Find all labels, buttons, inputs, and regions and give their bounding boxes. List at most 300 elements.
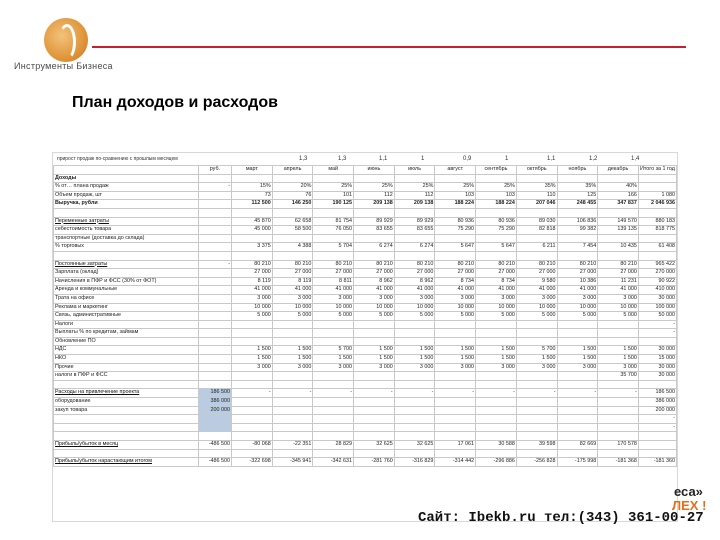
table-cell: 101 [313,191,354,200]
table-row [54,458,677,467]
table-cell: 3 000 [232,294,273,303]
row-label [54,251,199,260]
table-row [54,200,677,209]
table-cell: 6 274 [394,243,435,252]
table-cell [516,423,557,432]
table-cell: 10 000 [354,303,395,312]
table-cell [557,406,598,415]
table-cell: 90 922 [638,277,676,286]
table-row [54,277,677,286]
table-cell: - [313,389,354,398]
table-cell [198,432,231,441]
table-cell [313,208,354,217]
table-cell: 1 500 [435,355,476,364]
table-cell [198,200,231,209]
growth-multiplier: 0,9 [463,156,472,162]
row-label [54,432,199,441]
page-title: План доходов и расходов [72,94,278,111]
table-cell: 27 000 [435,269,476,278]
table-cell [598,208,639,217]
table-cell [198,286,231,295]
table-cell [354,406,395,415]
table-cell [598,174,639,183]
table-cell: -181 368 [598,458,639,467]
table-cell: 5 000 [272,312,313,321]
table-cell: 25% [476,183,517,192]
table-cell: 186 500 [198,389,231,398]
table-cell [476,415,517,424]
table-cell [638,441,676,450]
column-header: март [232,166,273,175]
table-cell [638,251,676,260]
table-cell [394,415,435,424]
row-label: Прибыль/убыток в месяц [54,441,199,450]
row-label: Переменные затраты [54,217,199,226]
table-cell: 41 000 [354,286,395,295]
table-cell: 5 000 [435,312,476,321]
table-cell: 3 000 [598,294,639,303]
table-cell [557,423,598,432]
row-label: транспортные (доставка до склада) [54,234,199,243]
table-cell [272,415,313,424]
table-cell [476,449,517,458]
table-cell [313,337,354,346]
table-cell [354,415,395,424]
table-cell: 3 000 [435,363,476,372]
table-cell: 5 700 [313,346,354,355]
table-cell [198,423,231,432]
table-cell: 10 000 [394,303,435,312]
table-cell [476,329,517,338]
table-cell [557,208,598,217]
row-label: Объем продаж, шт [54,191,199,200]
table-cell: 41 000 [272,286,313,295]
table-cell [272,423,313,432]
table-cell [198,294,231,303]
table-cell [313,415,354,424]
row-label [54,449,199,458]
table-cell: 3 000 [272,294,313,303]
table-cell: 89 030 [516,217,557,226]
row-label: Расходы на привлечение проекта [54,389,199,398]
table-cell [313,398,354,407]
table-cell: 3 000 [313,294,354,303]
table-cell: 125 [557,191,598,200]
table-cell [476,432,517,441]
table-cell: 27 000 [272,269,313,278]
table-cell: 30 588 [476,441,517,450]
table-cell: 81 754 [313,217,354,226]
table-row [54,217,677,226]
table-cell [394,337,435,346]
row-label: Доходы [54,174,199,183]
column-header: июнь [354,166,395,175]
growth-multiplier: 1 [421,156,425,162]
table-cell [476,208,517,217]
table-cell: 80 210 [354,260,395,269]
table-cell [638,337,676,346]
table-cell [435,398,476,407]
table-cell: 1 500 [598,355,639,364]
table-cell: 28 829 [313,441,354,450]
table-cell: 75 290 [435,226,476,235]
growth-multiplier: 1,1 [547,156,556,162]
table-cell [198,243,231,252]
table-cell [232,432,273,441]
table-cell [598,432,639,441]
table-cell [232,372,273,381]
table-cell: - [516,389,557,398]
table-row [54,363,677,372]
table-cell [313,380,354,389]
table-cell: 58 500 [272,226,313,235]
table-cell: 5 000 [313,312,354,321]
table-cell [198,372,231,381]
table-cell: 30 000 [638,363,676,372]
table-cell [435,234,476,243]
table-cell [598,380,639,389]
table-cell [354,174,395,183]
row-label: Прибыль/убыток нарастающим итогом [54,458,199,467]
table-row [54,269,677,278]
table-cell [638,432,676,441]
table-cell [313,372,354,381]
table-cell [638,380,676,389]
table-cell [435,415,476,424]
table-cell: 5 000 [394,312,435,321]
table-cell [598,337,639,346]
table-cell [516,380,557,389]
table-cell [516,208,557,217]
slogan-fragment-2: ЛЕХ ! [672,498,707,513]
table-cell [313,251,354,260]
table-cell: 112 [354,191,395,200]
table-cell [272,406,313,415]
table-cell [232,234,273,243]
table-cell [557,234,598,243]
table-cell: - [638,329,676,338]
table-cell [638,183,676,192]
table-cell [516,337,557,346]
table-cell [516,415,557,424]
table-cell: 41 000 [557,286,598,295]
table-row [54,355,677,364]
table-cell [354,337,395,346]
table-cell [394,329,435,338]
table-cell: 166 [598,191,639,200]
table-cell: - [557,389,598,398]
table-cell [198,329,231,338]
table-cell: 1 500 [232,346,273,355]
table-cell [435,380,476,389]
table-cell [232,398,273,407]
table-cell: 8 962 [354,277,395,286]
table-row [54,260,677,269]
table-row [54,406,677,415]
growth-multiplier: 1,4 [631,156,640,162]
table-cell [198,234,231,243]
table-cell: 10 000 [557,303,598,312]
table-cell: - [394,389,435,398]
table-cell: 8 119 [272,277,313,286]
table-cell: 1 500 [435,346,476,355]
table-cell: 27 000 [232,269,273,278]
table-cell: - [435,389,476,398]
table-cell: - [598,389,639,398]
table-row [54,226,677,235]
table-cell: -175 998 [557,458,598,467]
column-header: июль [394,166,435,175]
table-cell: 20% [272,183,313,192]
spreadsheet [52,152,678,522]
table-cell [557,380,598,389]
row-label: Налоги [54,320,199,329]
row-label: Связь, административные [54,312,199,321]
table-row [54,372,677,381]
table-cell: 188 224 [435,200,476,209]
table-cell [394,432,435,441]
table-cell [557,329,598,338]
table-cell [198,363,231,372]
table-cell [198,191,231,200]
table-cell: 200 000 [638,406,676,415]
table-cell: 35 700 [598,372,639,381]
table-cell [435,337,476,346]
table-row [54,208,677,217]
table-cell [638,234,676,243]
column-header: сентябрь [476,166,517,175]
table-cell: 3 000 [313,363,354,372]
table-row [54,191,677,200]
table-row [54,449,677,458]
table-cell: 3 000 [272,363,313,372]
table-cell [272,337,313,346]
table-row [54,286,677,295]
table-cell [516,329,557,338]
table-cell: 80 210 [313,260,354,269]
table-cell [232,320,273,329]
table-cell [354,234,395,243]
row-label [54,415,199,424]
table-row [54,380,677,389]
table-cell: 1 500 [476,355,517,364]
table-cell: 80 210 [435,260,476,269]
table-cell: 3 000 [435,294,476,303]
table-cell [272,234,313,243]
table-cell [516,432,557,441]
header-divider [92,46,686,48]
table-cell: - [476,389,517,398]
table-cell: 5 000 [516,312,557,321]
table-cell: 410 000 [638,286,676,295]
table-cell: 27 000 [598,269,639,278]
table-cell: -281 760 [354,458,395,467]
table-cell: 3 000 [394,363,435,372]
table-cell: 30 000 [638,372,676,381]
table-cell [198,320,231,329]
table-cell: 80 936 [476,217,517,226]
table-cell: 3 000 [557,294,598,303]
table-cell [232,337,273,346]
table-cell [598,234,639,243]
table-cell [272,380,313,389]
table-cell: 5 000 [557,312,598,321]
table-cell [232,380,273,389]
header-row [54,166,677,175]
table-cell: 80 210 [476,260,517,269]
table-cell: 83 655 [354,226,395,235]
table-cell: - [272,389,313,398]
table-cell: 386 000 [638,398,676,407]
table-cell: 10 000 [232,303,273,312]
slogan-fragment-1: еса» [674,484,703,499]
table-row [54,183,677,192]
table-cell [272,432,313,441]
table-cell [198,251,231,260]
table-row [54,303,677,312]
table-cell: 2 046 936 [638,200,676,209]
table-cell: 35% [557,183,598,192]
table-cell [435,406,476,415]
table-cell [198,303,231,312]
table-cell [435,423,476,432]
table-cell [232,423,273,432]
column-header: руб. [198,166,231,175]
table-cell [394,398,435,407]
table-cell [198,337,231,346]
table-cell: 112 [394,191,435,200]
table-cell: 1 500 [394,355,435,364]
row-label: Обновление ПО [54,337,199,346]
table-cell [313,406,354,415]
table-cell: 3 000 [476,294,517,303]
table-row [54,337,677,346]
table-cell: - [354,389,395,398]
table-cell [272,372,313,381]
table-cell: 8 734 [476,277,517,286]
table-cell [435,329,476,338]
table-cell: 248 455 [557,200,598,209]
table-cell: 41 000 [598,286,639,295]
table-cell [354,329,395,338]
table-cell [354,398,395,407]
table-cell [354,372,395,381]
column-header: декабрь [598,166,639,175]
table-row [54,346,677,355]
table-cell [476,320,517,329]
table-cell [435,320,476,329]
table-cell [435,372,476,381]
table-cell: 27 000 [516,269,557,278]
row-label: Аренда и коммунальные [54,286,199,295]
table-cell: 1 080 [638,191,676,200]
table-cell: 89 929 [394,217,435,226]
table-cell [232,208,273,217]
table-cell [272,329,313,338]
table-cell: 1 500 [476,346,517,355]
table-cell: 41 000 [476,286,517,295]
table-cell: 106 836 [557,217,598,226]
row-label: Начисления в ПФР и ФСС (30% от ФОТ) [54,277,199,286]
table-cell: 82 669 [557,441,598,450]
table-cell [516,398,557,407]
table-cell: 6 211 [516,243,557,252]
table-cell [476,423,517,432]
table-cell: 3 000 [354,363,395,372]
row-label: Зарплата (оклад) [54,269,199,278]
table-cell: -296 886 [476,458,517,467]
table-cell: 8 734 [435,277,476,286]
table-row [54,329,677,338]
table-cell [354,380,395,389]
brand-name: Инструменты Бизнеса [14,61,113,71]
table-cell: 5 000 [476,312,517,321]
table-cell [198,312,231,321]
table-cell: 6 274 [354,243,395,252]
table-cell: 11 231 [598,277,639,286]
table-cell: 186 500 [638,389,676,398]
table-cell: 10 435 [598,243,639,252]
table-cell: 1 500 [598,346,639,355]
table-cell: 209 138 [394,200,435,209]
table-cell [313,449,354,458]
table-cell: 40% [598,183,639,192]
table-cell [272,174,313,183]
table-cell: 41 000 [435,286,476,295]
table-cell: 10 000 [435,303,476,312]
column-header: май [313,166,354,175]
table-cell [476,251,517,260]
column-header: апрель [272,166,313,175]
table-cell: 8 962 [394,277,435,286]
table-cell: 3 000 [516,294,557,303]
table-cell [557,449,598,458]
table-cell: 3 000 [516,363,557,372]
table-cell [516,174,557,183]
table-cell [313,320,354,329]
table-cell [198,226,231,235]
pl-table [53,165,677,467]
growth-multiplier: 1,2 [589,156,598,162]
row-label: себестоимость товара [54,226,199,235]
table-cell: 5 700 [516,346,557,355]
table-cell: 41 000 [313,286,354,295]
table-cell: 5 000 [232,312,273,321]
table-cell [354,423,395,432]
table-cell: 30 000 [638,346,676,355]
table-cell [198,269,231,278]
table-cell: 1 500 [232,355,273,364]
table-row [54,432,677,441]
table-cell: 27 000 [476,269,517,278]
table-cell [198,174,231,183]
table-cell [638,174,676,183]
table-cell: - [638,423,676,432]
row-label: Прочие [54,363,199,372]
table-cell: 15 000 [638,355,676,364]
table-cell [476,398,517,407]
table-cell [516,251,557,260]
table-cell [598,406,639,415]
table-cell [198,449,231,458]
growth-multiplier: 1 [505,156,509,162]
table-cell: 1 500 [272,346,313,355]
table-cell [476,337,517,346]
row-label: НДС [54,346,199,355]
growth-multiplier: 1,1 [379,156,388,162]
table-cell: 146 250 [272,200,313,209]
table-cell [435,174,476,183]
